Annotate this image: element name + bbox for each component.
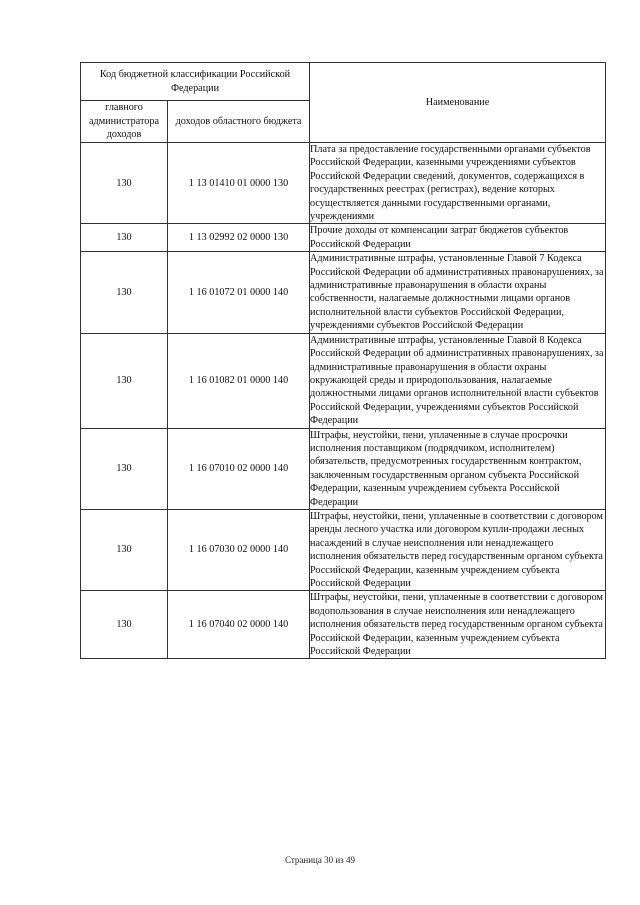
revenue-name-cell: Прочие доходы от компенсации затрат бюджетов субъектов Российской Федерации xyxy=(310,224,606,252)
budget-classification-table xyxy=(80,62,606,659)
header-chief-administrator: главного администратора доходов xyxy=(81,101,168,143)
table-row xyxy=(81,591,606,659)
admin-code-cell: 130 xyxy=(81,591,168,659)
revenue-name-cell: Штрафы, неустойки, пени, уплаченные в случае просрочки исполнения поставщиком (подрядчиком, исполнителем) обязательств, предусмотренных государственным контрактом, заключенным государственным органом субъекта Российской Федерации, казенным учреждением субъекта Российской Федерации xyxy=(310,428,606,509)
revenue-name-cell: Плата за предоставление государственными органами субъектов Российской Федерации, казенными учреждениями субъектов Российской Федерации сведений, документов, содержащихся в государственных реестрах (регистрах), ведение которых осуществляется данными государственными органами, учреждениями xyxy=(310,143,606,224)
admin-code-cell: 130 xyxy=(81,224,168,252)
table-row xyxy=(81,224,606,252)
page-number-footer: Страница 30 из 49 xyxy=(285,855,355,865)
revenue-code-cell: 1 16 07040 02 0000 140 xyxy=(168,591,310,659)
revenue-code-cell: 1 16 07010 02 0000 140 xyxy=(168,428,310,509)
revenue-code-cell: 1 13 02992 02 0000 130 xyxy=(168,224,310,252)
revenue-name-cell: Административные штрафы, установленные Главой 8 Кодекса Российской Федерации об административных правонарушениях, за административные правонарушения в области охраны окружающей среды и природопользования, налагаемые должностными лицами органов исполнительной власти субъектов Российской Федерации, учреждениями субъектов Российской Федерации xyxy=(310,333,606,428)
table-row xyxy=(81,252,606,333)
revenue-name-cell: Штрафы, неустойки, пени, уплаченные в соответствии с договором аренды лесного участка или договором купли-продажи лесных насаждений в случае неисполнения или ненадлежащего исполнения обязательств перед государственным органом субъекта Российской Федерации, казенным учреждением субъекта Российской Федерации xyxy=(310,509,606,590)
revenue-code-cell: 1 16 01082 01 0000 140 xyxy=(168,333,310,428)
admin-code-cell: 130 xyxy=(81,509,168,590)
header-regional-budget-revenue: доходов областного бюджета xyxy=(168,101,310,143)
table-row xyxy=(81,333,606,428)
admin-code-cell: 130 xyxy=(81,333,168,428)
admin-code-cell: 130 xyxy=(81,252,168,333)
revenue-name-cell: Штрафы, неустойки, пени, уплаченные в соответствии с договором водопользования в случае неисполнения или ненадлежащего исполнения обязательств перед государственным органом субъекта Российской Федерации, казенным учреждением субъекта Российской Федерации xyxy=(310,591,606,659)
table-row xyxy=(81,143,606,224)
table-row xyxy=(81,509,606,590)
admin-code-cell: 130 xyxy=(81,143,168,224)
revenue-name-cell: Административные штрафы, установленные Главой 7 Кодекса Российской Федерации об административных правонарушениях, за административные правонарушения в области охраны собственности, налагаемые должностными лицами органов исполнительной власти субъектов Российской Федерации, учреждениями субъектов Российской Федерации xyxy=(310,252,606,333)
revenue-code-cell: 1 13 01410 01 0000 130 xyxy=(168,143,310,224)
admin-code-cell: 130 xyxy=(81,428,168,509)
header-classification-code: Код бюджетной классификации Российской Федерации xyxy=(81,63,310,101)
table-row xyxy=(81,428,606,509)
revenue-code-cell: 1 16 07030 02 0000 140 xyxy=(168,509,310,590)
table-header-row xyxy=(81,63,606,101)
header-name: Наименование xyxy=(310,63,606,143)
revenue-code-cell: 1 16 01072 01 0000 140 xyxy=(168,252,310,333)
